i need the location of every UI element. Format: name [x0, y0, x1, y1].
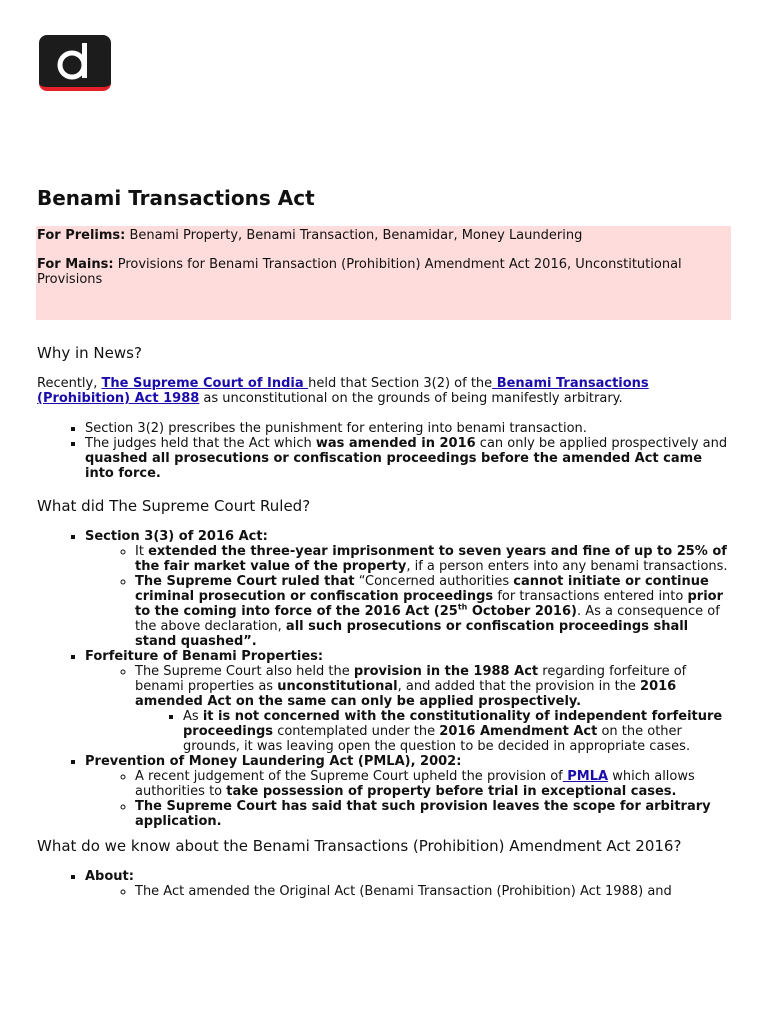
text: It: [135, 544, 149, 559]
list-item: [135, 769, 731, 799]
logo-d-icon: [39, 35, 111, 87]
text: . As a consequence of the above declaration,: [135, 604, 720, 634]
text: Prevention of Money Laundering Act (PMLA), 2002:: [85, 754, 462, 769]
text: 2016 Amendment Act: [439, 724, 598, 739]
text: which allows authorities to: [135, 769, 695, 799]
list-item: [85, 754, 731, 829]
text: can only be applied prospectively and: [475, 436, 728, 451]
text: prior to the coming into force of the 2016 Act (25: [135, 589, 723, 619]
text: take possession of property before trial in exceptional cases.: [226, 784, 677, 799]
text: , if a person enters into any benami transactions.: [406, 559, 728, 574]
list-item: [85, 869, 731, 899]
why-list: [37, 421, 731, 481]
text: A recent judgement of the Supreme Court upheld the provision of: [135, 769, 563, 784]
list-item: [183, 709, 731, 754]
list-item: [135, 799, 731, 829]
pmla-link[interactable]: PMLA: [562, 769, 609, 784]
list-item: [135, 884, 731, 899]
ruled-list: [37, 529, 731, 829]
syllabus-box: [36, 226, 731, 320]
list-item: [135, 544, 731, 574]
list-item: [135, 574, 731, 649]
text: extended the three-year imprisonment to seven years and fine of up to 25% of the fair market value of the property: [135, 544, 727, 574]
text: quashed all prosecutions or confiscation proceedings before the amended Act came into force.: [85, 451, 703, 481]
list-item: [85, 649, 731, 754]
mains-label: For Mains:: [37, 257, 114, 272]
text: for transactions entered into: [493, 589, 688, 604]
text: October 2016): [467, 604, 577, 619]
drishti-logo[interactable]: [39, 35, 111, 91]
prelims-line: [37, 228, 731, 243]
text: as unconstitutional on the grounds of being manifestly arbitrary.: [199, 391, 623, 406]
text: As: [183, 709, 203, 724]
why-heading: Why in News?: [37, 344, 142, 362]
text: About:: [85, 869, 134, 884]
text: The Act amended the Original Act (Benami Transaction (Prohibition) Act 1988) and: [135, 884, 672, 899]
text: contemplated under the: [273, 724, 440, 739]
text: cannot initiate or continue criminal prosecution or confiscation proceedings: [135, 574, 709, 604]
why-paragraph: [37, 376, 731, 406]
text: , and added that the provision in the: [397, 679, 641, 694]
list-item: [85, 529, 731, 649]
text: was amended in 2016: [315, 436, 476, 451]
text: unconstitutional: [277, 679, 398, 694]
prelims-label: For Prelims:: [37, 228, 126, 243]
text: The Supreme Court has said that such provision leaves the scope for arbitrary application.: [135, 799, 711, 829]
text: Forfeiture of Benami Properties:: [85, 649, 324, 664]
prelims-text: Benami Property, Benami Transaction, Benamidar, Money Laundering: [129, 228, 583, 243]
text: provision in the 1988 Act: [353, 664, 539, 679]
know-heading: What do we know about the Benami Transactions (Prohibition) Amendment Act 2016?: [37, 837, 682, 855]
text: Recently,: [37, 376, 102, 391]
sub-list: [85, 664, 731, 754]
sub-list: [85, 769, 731, 829]
text: The judges held that the Act which: [85, 436, 316, 451]
text: held that Section 3(2) of the: [308, 376, 493, 391]
sub-list: [85, 544, 731, 649]
text: The Supreme Court ruled that: [135, 574, 355, 589]
sub-list: [85, 884, 731, 899]
mains-text: Provisions for Benami Transaction (Prohibition) Amendment Act 2016, Unconstitutional Provisions: [37, 257, 682, 287]
text: all such prosecutions or confiscation proceedings shall stand quashed”.: [135, 619, 689, 649]
text: Section 3(2) prescribes the punishment for entering into benami transaction.: [85, 421, 587, 436]
text: th: [457, 602, 468, 612]
list-item: [85, 436, 731, 481]
supreme-court-link[interactable]: The Supreme Court of India: [101, 376, 309, 391]
benami-act-link[interactable]: Benami Transactions (Prohibition) Act 1988: [37, 376, 649, 406]
sub-sub-list: [135, 709, 731, 754]
ruled-heading: What did The Supreme Court Ruled?: [37, 497, 311, 515]
text: on the other grounds, it was leaving open the question to be decided in appropriate cases.: [183, 724, 691, 754]
text: “Concerned authorities: [354, 574, 514, 589]
page-title: Benami Transactions Act: [37, 186, 315, 210]
mains-line: [37, 257, 731, 287]
list-item: [135, 664, 731, 754]
text: it is not concerned with the constitutionality of independent forfeiture proceedings: [183, 709, 723, 739]
know-list: [37, 869, 731, 899]
text: Section 3(3) of 2016 Act:: [85, 529, 268, 544]
article: [37, 186, 731, 899]
list-item: [85, 421, 731, 436]
text: The Supreme Court also held the: [135, 664, 354, 679]
text: regarding forfeiture of benami properties as: [135, 664, 687, 694]
text: 2016 amended Act on the same can only be applied prospectively.: [135, 679, 677, 709]
